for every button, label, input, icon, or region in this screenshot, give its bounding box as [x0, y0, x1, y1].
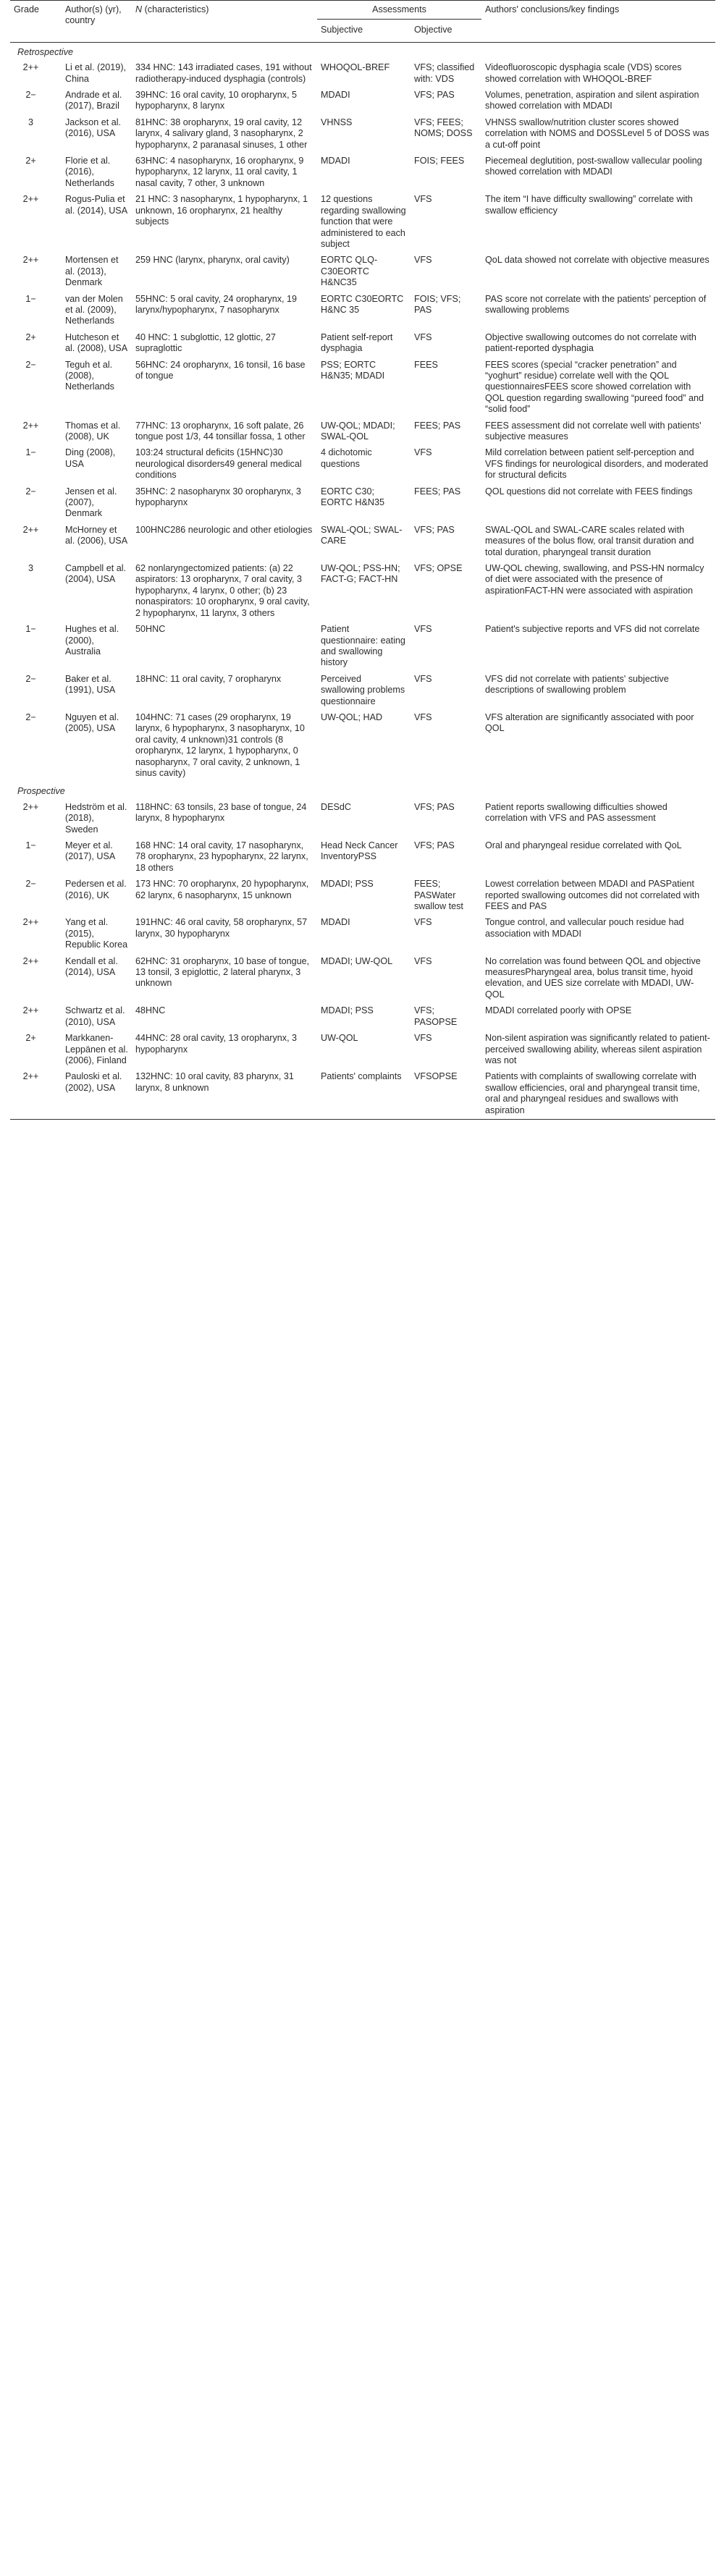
objective-cell: VFS — [414, 955, 432, 966]
objective-cell: VFS — [414, 711, 432, 722]
table-row — [10, 877, 715, 915]
findings-cell: VHNSS swallow/nutrition cluster scores showed correlation with NOMS and DOSSLevel 5 of DOSS was a cut-off point — [485, 117, 710, 150]
table-row — [10, 838, 715, 877]
findings-cell: Videofluoroscopic dysphagia scale (VDS) scores showed correlation with WHOQOL-BREF — [485, 62, 682, 84]
author-cell: Hedström et al. (2018), Sweden — [65, 801, 127, 835]
objective-cell: VFS; PASOPSE — [414, 1005, 458, 1027]
grade-cell: 1− — [25, 447, 36, 458]
objective-cell: FEES; PASWater swallow test — [414, 879, 463, 912]
table-row — [10, 1031, 715, 1069]
grade-cell: 2− — [25, 486, 36, 497]
objective-cell: VFS; PAS — [414, 801, 455, 812]
grade-cell: 2− — [25, 90, 36, 101]
grade-cell: 2++ — [22, 420, 39, 431]
characteristics-cell: 62HNC: 31 oropharynx, 10 base of tongue, 13 tonsil, 3 epiglottic, 2 lateral pharynx, 3 unknown — [135, 955, 310, 989]
characteristics-cell: 118HNC: 63 tonsils, 23 base of tongue, 24 larynx, 8 hypopharynx — [135, 801, 307, 824]
table-row — [10, 672, 715, 710]
objective-cell: VFS; classified with: VDS — [414, 62, 475, 84]
objective-cell: VFS — [414, 331, 432, 342]
objective-cell: VFS — [414, 624, 432, 635]
author-cell: Campbell et al. (2004), USA — [65, 563, 126, 585]
findings-cell: Piecemeal deglutition, post-swallow vallecular pooling showed correlation with MDADI — [485, 156, 702, 177]
subjective-cell: UW-QOL — [321, 1033, 358, 1044]
author-cell: Jackson et al. (2016), USA — [65, 117, 122, 139]
findings-cell: The item “I have difficulty swallowing” correlate with swallow efficiency — [485, 194, 693, 216]
grade-cell: 2++ — [22, 255, 39, 266]
n-header-text: (characteristics) — [142, 4, 209, 14]
author-cell: Thomas et al. (2008), UK — [65, 420, 121, 442]
characteristics-cell: 334 HNC: 143 irradiated cases, 191 without radiotherapy-induced dysphagia (controls) — [135, 62, 312, 84]
characteristics-cell: 103:24 structural deficits (15HNC)30 neurological disorders49 general medical conditions — [135, 447, 302, 481]
findings-cell: Objective swallowing outcomes do not correlate with patient-reported dysphagia — [485, 331, 696, 354]
characteristics-cell: 100HNC286 neurologic and other etiologies — [135, 524, 313, 535]
author-cell: Pedersen et al. (2016), UK — [65, 879, 127, 900]
findings-cell: Patients with complaints of swallowing correlate with swallow efficiencies, oral and pharyngeal transit time, oral and pharyngeal residues and swallows with aspiration — [481, 1069, 715, 1119]
author-cell: Florie et al. (2016), Netherlands — [65, 156, 114, 188]
table-row — [10, 622, 715, 672]
table-row — [10, 292, 715, 330]
findings-cell: MDADI correlated poorly with OPSE — [485, 1005, 632, 1016]
grade-cell: 2+ — [25, 156, 36, 166]
subjective-cell: MDADI; PSS — [321, 879, 374, 890]
author-cell: Teguh et al. (2008), Netherlands — [65, 359, 114, 392]
findings-cell: QoL data showed not correlate with objective measures — [485, 255, 710, 266]
author-cell: Markkanen-Leppänen et al. (2006), Finland — [65, 1033, 128, 1065]
subjective-cell: EORTC C30EORTC H&NC 35 — [321, 293, 404, 315]
section-header-row — [10, 42, 715, 60]
subjective-cell: MDADI — [321, 90, 350, 101]
author-cell: Hughes et al. (2000), Australia — [65, 624, 119, 656]
author-cell: Kendall et al. (2014), USA — [65, 955, 118, 978]
grade-cell: 2++ — [22, 524, 39, 535]
author-cell: Mortensen et al. (2013), Denmark — [65, 255, 119, 288]
col-conclusions-header: Authors' conclusions/key findings — [481, 1, 715, 43]
col-subjective-header: Subjective — [317, 20, 411, 42]
author-cell: McHorney et al. (2006), USA — [65, 524, 128, 546]
col-author-header: Author(s) (yr), country — [62, 1, 132, 43]
characteristics-cell: 77HNC: 13 oropharynx, 16 soft palate, 26 tongue post 1/3, 44 tonsillar fossa, 1 other — [135, 420, 306, 442]
findings-cell: VFS alteration are significantly associated with poor QOL — [485, 711, 694, 734]
findings-cell: FEES assessment did not correlate well with patients' subjective measures — [485, 420, 702, 442]
findings-cell: Tongue control, and vallecular pouch residue had association with MDADI — [485, 917, 684, 939]
objective-cell: FOIS; VFS; PAS — [414, 293, 461, 315]
grade-cell: 2− — [25, 359, 36, 370]
findings-cell: FEES scores (special “cracker penetration” and “yoghurt” residue) correlate well with the QOL questionnairesFEES score showed correlation with QOL question regarding swallowing “pureed food” and “solid food” — [485, 359, 704, 415]
grade-cell: 2+ — [25, 1033, 36, 1044]
characteristics-cell: 21 HNC: 3 nasopharynx, 1 hypopharynx, 1 unknown, 16 oropharynx, 21 healthy subjects — [135, 194, 308, 227]
author-cell: Baker et al. (1991), USA — [65, 673, 116, 696]
objective-cell: FEES; PAS — [414, 486, 461, 497]
grade-cell: 2++ — [22, 1005, 39, 1016]
subjective-cell: Perceived swallowing problems questionnaire — [321, 673, 405, 706]
subjective-cell: EORTC QLQ-C30EORTC H&NC35 — [321, 255, 378, 288]
subjective-cell: PSS; EORTC H&N35; MDADI — [321, 359, 385, 381]
author-cell: Rogus-Pulia et al. (2014), USA — [65, 194, 128, 216]
findings-cell: Patient's subjective reports and VFS did not correlate — [485, 624, 700, 635]
col-objective-header: Objective — [411, 20, 481, 42]
author-cell: Yang et al. (2015), Republic Korea — [65, 917, 128, 950]
table-row — [10, 115, 715, 153]
objective-cell: VFS — [414, 917, 432, 928]
table-row — [10, 445, 715, 483]
objective-cell: FEES; PAS — [414, 420, 461, 431]
table-header — [10, 1, 715, 43]
grade-cell: 3 — [28, 563, 33, 574]
objective-cell: VFS — [414, 194, 432, 205]
subjective-cell: SWAL-QOL; SWAL-CARE — [321, 524, 403, 546]
objective-cell: VFS; OPSE — [414, 563, 463, 574]
characteristics-cell: 48HNC — [135, 1005, 166, 1016]
subjective-cell: Head Neck Cancer InventoryPSS — [321, 840, 398, 862]
subjective-cell: 4 dichotomic questions — [321, 447, 372, 469]
table-row — [10, 60, 715, 88]
characteristics-cell: 56HNC: 24 oropharynx, 16 tonsil, 16 base of tongue — [135, 359, 306, 381]
table-row — [10, 253, 715, 291]
table-row — [10, 954, 715, 1004]
grade-cell: 2++ — [10, 1069, 62, 1119]
grade-cell: 2− — [25, 673, 36, 684]
subjective-cell: DESdC — [321, 801, 351, 812]
objective-cell: VFS — [414, 1033, 432, 1044]
characteristics-cell: 18HNC: 11 oral cavity, 7 oropharynx — [135, 673, 282, 684]
col-assessments-header: Assessments — [317, 1, 481, 20]
subjective-cell: MDADI; UW-QOL — [321, 955, 393, 966]
objective-cell: FEES — [414, 359, 438, 370]
col-grade-header: Grade — [10, 1, 62, 43]
section-title: Retrospective — [17, 46, 73, 57]
author-cell: Jensen et al. (2007), Denmark — [65, 486, 117, 519]
author-cell: Pauloski et al. (2002), USA — [62, 1069, 132, 1119]
objective-cell: VFS — [414, 673, 432, 684]
characteristics-cell: 259 HNC (larynx, pharynx, oral cavity) — [135, 255, 290, 266]
table-row — [10, 710, 715, 782]
findings-cell: Non-silent aspiration was significantly related to patient-perceived swallowing ability, whereas silent aspiration was not — [485, 1033, 710, 1065]
section-title: Prospective — [17, 786, 65, 797]
grade-cell: 2++ — [22, 955, 39, 966]
objective-cell: VFS; FEES; NOMS; DOSS — [414, 117, 473, 139]
author-cell: Ding (2008), USA — [65, 447, 116, 469]
characteristics-cell: 132HNC: 10 oral cavity, 83 pharynx, 31 larynx, 8 unknown — [132, 1069, 317, 1119]
subjective-cell: Patients' complaints — [317, 1069, 411, 1119]
author-cell: Andrade et al. (2017), Brazil — [65, 90, 122, 111]
grade-cell: 2++ — [22, 62, 39, 73]
table-body — [10, 42, 715, 1119]
grade-cell: 1− — [25, 624, 36, 635]
findings-cell: No correlation was found between QOL and objective measuresPharyngeal area, bolus transit time, hyoid elevation, and UES size correlate with MDADI, UW-QOL — [485, 955, 701, 1000]
subjective-cell: MDADI — [321, 917, 350, 928]
grade-cell: 2− — [25, 711, 36, 722]
characteristics-cell: 62 nonlaryngectomized patients: (a) 22 aspirators: 13 oropharynx, 7 oral cavity, 3 hypopharynx, 4 larynx, 0 other; (b) 23 nonaspirators: 10 oropharynx, 9 oral cavity, 2 hypopharynx, 11 larynx, 3 others — [135, 563, 310, 618]
characteristics-cell: 63HNC: 4 nasopharynx, 16 oropharynx, 9 hypopharynx, 12 larynx, 11 oral cavity, 1 nasal cavity, 7 other, 3 unknown — [135, 156, 304, 188]
table-row — [10, 418, 715, 446]
subjective-cell: UW-QOL; MDADI; SWAL-QOL — [321, 420, 395, 442]
characteristics-cell: 104HNC: 71 cases (29 oropharynx, 19 larynx, 6 hypopharynx, 3 nasopharynx, 10 oral cavity, 4 unknown)31 controls (8 oropharynx, 12 larynx, 1 hypopharynx, 0 nasopharynx, 7 oral cavity, 2 unknown, 1 sinus cavity) — [135, 711, 305, 778]
author-cell: Hutcheson et al. (2008), USA — [65, 331, 128, 354]
characteristics-cell: 35HNC: 2 nasopharynx 30 oropharynx, 3 hypopharynx — [135, 486, 301, 508]
subjective-cell: MDADI; PSS — [321, 1005, 374, 1016]
characteristics-cell: 173 HNC: 70 oropharynx, 20 hypopharynx, 62 larynx, 6 nasopharynx, 15 unknown — [135, 879, 309, 900]
subjective-cell: Patient self-report dysphagia — [321, 331, 393, 354]
n-symbol: N — [135, 4, 143, 14]
subjective-cell: Patient questionnaire: eating and swallowing history — [321, 624, 405, 668]
grade-cell: 2++ — [22, 194, 39, 205]
findings-cell: Oral and pharyngeal residue correlated with QoL — [485, 840, 682, 850]
author-cell: Li et al. (2019), China — [65, 62, 127, 84]
characteristics-cell: 40 HNC: 1 subglottic, 12 glottic, 27 supraglottic — [135, 331, 276, 354]
grade-cell: 1− — [25, 840, 36, 850]
findings-cell: Volumes, penetration, aspiration and silent aspiration showed correlation with MDADI — [485, 90, 699, 111]
objective-cell: VFS; PAS — [414, 840, 455, 850]
subjective-cell: VHNSS — [321, 117, 353, 127]
characteristics-cell: 44HNC: 28 oral cavity, 13 oropharynx, 3 hypopharynx — [135, 1033, 298, 1055]
table-row — [10, 1003, 715, 1031]
characteristics-cell: 81HNC: 38 oropharynx, 19 oral cavity, 12 larynx, 4 salivary gland, 3 nasopharynx, 2 hypopharynx, 2 paranasal sinuses, 1 other — [135, 117, 308, 150]
table-row — [10, 330, 715, 358]
findings-cell: QOL questions did not correlate with FEES findings — [485, 486, 693, 497]
studies-table — [10, 0, 715, 1120]
objective-cell: VFSOPSE — [411, 1069, 481, 1119]
grade-cell: 2++ — [22, 917, 39, 928]
table-row — [10, 484, 715, 523]
subjective-cell: UW-QOL; PSS-HN; FACT-G; FACT-HN — [321, 563, 400, 585]
findings-cell: SWAL-QOL and SWAL-CARE scales related with measures of the bolus flow, oral transit duration and total duration, pharyngeal transit duration — [485, 524, 694, 557]
table-row — [10, 358, 715, 418]
author-cell: Meyer et al. (2017), USA — [65, 840, 116, 862]
findings-cell: PAS score not correlate with the patients' perception of swallowing problems — [485, 293, 707, 315]
findings-cell: VFS did not correlate with patients' subjective descriptions of swallowing problem — [485, 673, 669, 696]
subjective-cell: UW-QOL; HAD — [321, 711, 383, 722]
subjective-cell: MDADI — [321, 156, 350, 166]
objective-cell: VFS — [414, 447, 432, 458]
table-row — [10, 88, 715, 115]
table-row — [10, 915, 715, 953]
grade-cell: 2− — [25, 879, 36, 890]
author-cell: Nguyen et al. (2005), USA — [65, 711, 119, 734]
subjective-cell: 12 questions regarding swallowing function that were administered to each subject — [321, 194, 406, 249]
findings-cell: Patient reports swallowing difficulties showed correlation with VFS and PAS assessment — [485, 801, 668, 824]
subjective-cell: WHOQOL-BREF — [321, 62, 390, 73]
table-row — [10, 561, 715, 622]
grade-cell: 3 — [28, 117, 33, 127]
author-cell: van der Molen et al. (2009), Netherlands — [65, 293, 123, 326]
objective-cell: FOIS; FEES — [414, 156, 465, 166]
findings-cell: UW-QOL chewing, swallowing, and PSS-HN normalcy of diet were associated with the presence of aspirationFACT-HN were associated with aspiration — [485, 563, 704, 596]
objective-cell: VFS; PAS — [414, 524, 455, 535]
author-cell: Schwartz et al. (2010), USA — [65, 1005, 125, 1027]
grade-cell: 1− — [25, 293, 36, 304]
characteristics-cell: 191HNC: 46 oral cavity, 58 oropharynx, 57 larynx, 30 hypopharynx — [135, 917, 308, 939]
table-row — [10, 523, 715, 561]
objective-cell: VFS; PAS — [414, 90, 455, 101]
grade-cell: 2+ — [25, 331, 36, 342]
table-row — [10, 800, 715, 838]
table-row — [10, 192, 715, 253]
characteristics-cell: 55HNC: 5 oral cavity, 24 oropharynx, 19 larynx/hypopharynx, 7 nasopharynx — [135, 293, 298, 315]
findings-cell: Mild correlation between patient self-perception and VFS findings for neurological disorders, and moderated for structural deficits — [485, 447, 709, 481]
objective-cell: VFS — [414, 255, 432, 266]
section-header-row — [10, 782, 715, 799]
findings-cell: Lowest correlation between MDADI and PASPatient reported swallowing outcomes did not correlated with FEES and PAS — [485, 879, 700, 912]
characteristics-cell: 50HNC — [135, 624, 166, 635]
subjective-cell: EORTC C30; EORTC H&N35 — [321, 486, 384, 508]
col-n-header — [132, 1, 317, 43]
table-row — [10, 153, 715, 192]
grade-cell: 2++ — [22, 801, 39, 812]
characteristics-cell: 39HNC: 16 oral cavity, 10 oropharynx, 5 hypopharynx, 8 larynx — [135, 90, 298, 111]
table-row — [10, 1069, 715, 1119]
characteristics-cell: 168 HNC: 14 oral cavity, 17 nasopharynx, 78 oropharynx, 23 hypopharynx, 22 larynx, 18 others — [135, 840, 308, 873]
